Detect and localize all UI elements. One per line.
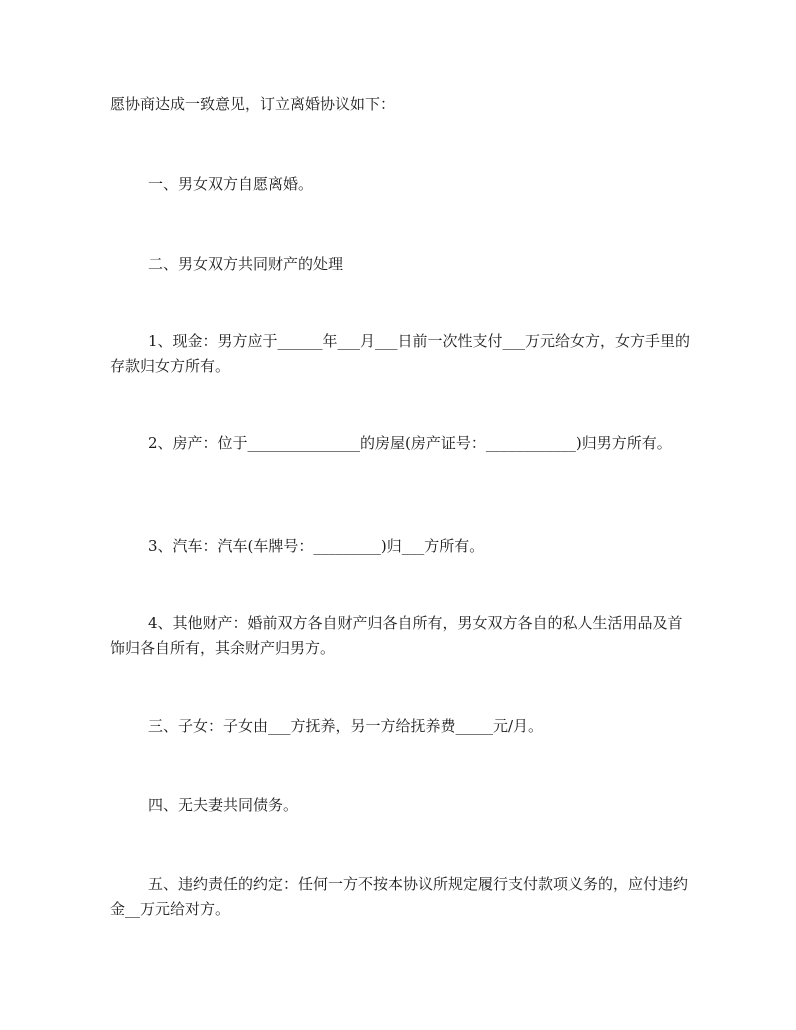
clause-2-4-other-property: 4、其他财产：婚前双方各自财产归各自所有，男女双方各自的私人生活用品及首饰归各自所有，其余财产归男方。 <box>110 614 683 657</box>
clause-5-breach-liability: 五、违约责任的约定：任何一方不按本协议所规定履行支付款项义务的，应付违约金__万元给对方。 <box>110 875 689 918</box>
clause-2-2-real-estate: 2、房产：位于_______________的房屋(房产证号：____________)归男方所有。 <box>148 434 672 452</box>
clause-2-3-vehicle: 3、汽车：汽车(车牌号：_________)归___方所有。 <box>148 537 485 555</box>
clause-2-1-cash: 1、现金：男方应于______年___月___日前一次性支付___万元给女方，女方手里的存款归女方所有。 <box>110 332 691 375</box>
clause-1-voluntary-divorce: 一、男女双方自愿离婚。 <box>148 175 314 193</box>
clause-4-no-debts: 四、无夫妻共同债务。 <box>148 796 299 814</box>
clause-2-property-heading: 二、男女双方共同财产的处理 <box>148 255 344 273</box>
clause-3-children: 三、子女：子女由___方抚养，另一方给抚养费_____元/月。 <box>148 717 544 735</box>
intro-paragraph: 愿协商达成一致意见，订立离婚协议如下： <box>110 95 396 113</box>
